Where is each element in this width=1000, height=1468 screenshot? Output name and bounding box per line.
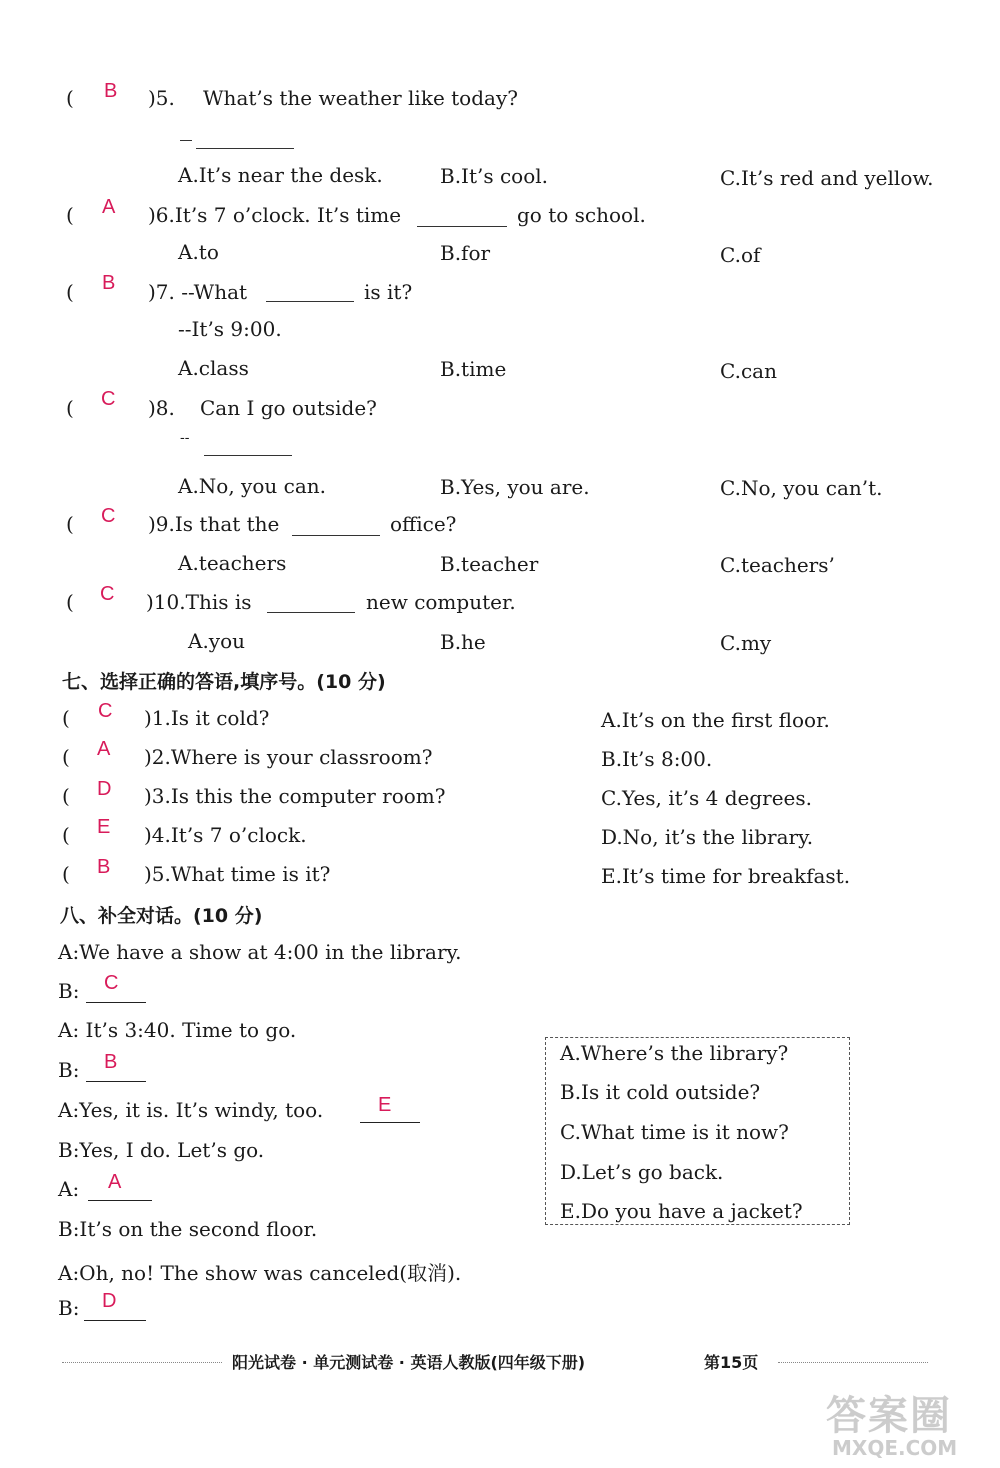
matching-option: E.It’s time for breakfast. (601, 864, 851, 888)
answer-blank (86, 1081, 146, 1082)
option-c: C.can (720, 359, 777, 383)
question-text-after: new computer. (366, 590, 516, 614)
dialogue-line: B:Yes, I do. Let’s go. (58, 1138, 265, 1162)
question-text-after: office? (390, 512, 457, 536)
answer-mark: C (100, 583, 115, 605)
answer-mark: B (104, 1051, 118, 1073)
dialogue-dash (180, 140, 192, 141)
paren-open: ( (66, 280, 74, 304)
question-text: Can I go outside? (200, 396, 377, 420)
question-text-after: is it? (364, 280, 413, 304)
matching-question: )4.It’s 7 o’clock. (144, 823, 307, 847)
footer-rule-left (62, 1362, 222, 1363)
matching-option: C.Yes, it’s 4 degrees. (601, 786, 813, 810)
page-number: 第15页 (704, 1353, 759, 1372)
answer-blank (196, 148, 294, 149)
option-b: B.for (440, 241, 491, 265)
question-text-before: )6.It’s 7 o’clock. It’s time (148, 203, 402, 227)
question-text: What’s the weather like today? (203, 86, 518, 110)
dialogue-speaker: B: (58, 1296, 80, 1320)
answer-mark: B (104, 80, 118, 102)
dialogue-line: A:We have a show at 4:00 in the library. (58, 940, 462, 964)
option-a: A.No, you can. (178, 474, 326, 498)
matching-question: )1.Is it cold? (144, 706, 270, 730)
answer-mark: A (108, 1171, 122, 1193)
answer-mark: B (102, 272, 116, 294)
dialogue-line: A:Yes, it is. It’s windy, too. (58, 1098, 324, 1122)
section-7-heading: 七、选择正确的答语,填序号。(10 分) (62, 671, 386, 693)
answer-mark: A (97, 738, 111, 760)
answer-mark: A (102, 196, 116, 218)
question-number: )8. (148, 396, 175, 420)
answer-blank (84, 1320, 146, 1321)
footer-title: 阳光试卷 · 单元测试卷 · 英语人教版(四年级下册) (232, 1353, 586, 1372)
option-b: B.time (440, 357, 507, 381)
question-text-before: )7. --What (148, 280, 248, 304)
option-c: C.It’s red and yellow. (720, 166, 934, 190)
matching-question: )2.Where is your classroom? (144, 745, 433, 769)
paren-open: ( (66, 590, 74, 614)
paren-open: ( (62, 862, 70, 886)
answer-blank (292, 535, 380, 536)
box-option: D.Let’s go back. (560, 1160, 724, 1184)
box-option: E.Do you have a jacket? (560, 1199, 803, 1223)
answer-mark: C (101, 388, 116, 410)
option-b: B.teacher (440, 552, 539, 576)
option-a: A.to (178, 240, 219, 264)
option-b: B.he (440, 630, 486, 654)
dialogue-dash: -- (180, 430, 190, 446)
question-number: )5. (148, 86, 175, 110)
question-text-before: )10.This is (146, 590, 252, 614)
answer-mark: D (97, 778, 112, 800)
paren-open: ( (62, 784, 70, 808)
dialogue-line: A: It’s 3:40. Time to go. (58, 1018, 297, 1042)
answer-mark: C (101, 505, 116, 527)
answer-mark: D (102, 1290, 117, 1312)
dialogue-speaker: B: (58, 979, 80, 1003)
matching-question: )3.Is this the computer room? (144, 784, 446, 808)
option-a: A.class (178, 356, 249, 380)
dialogue-line: --It’s 9:00. (178, 317, 282, 341)
dialogue-speaker: B: (58, 1058, 80, 1082)
section-8-heading: 八、补全对话。(10 分) (60, 905, 263, 927)
matching-option: B.It’s 8:00. (601, 747, 713, 771)
matching-option: A.It’s on the first floor. (601, 708, 830, 732)
answer-mark: E (97, 816, 111, 838)
question-text-after: go to school. (517, 203, 646, 227)
option-c: C.teachers’ (720, 553, 835, 577)
watermark-logo: 答案圈 (826, 1393, 952, 1439)
option-b: B.Yes, you are. (440, 475, 590, 499)
question-text-before: )9.Is that the (148, 512, 280, 536)
paren-open: ( (62, 745, 70, 769)
answer-mark: E (378, 1094, 392, 1116)
paren-open: ( (66, 512, 74, 536)
option-a: A.teachers (178, 551, 287, 575)
box-option: B.Is it cold outside? (560, 1080, 761, 1104)
dialogue-line: A:Oh, no! The show was canceled(取消). (58, 1261, 462, 1285)
matching-option: D.No, it’s the library. (601, 825, 814, 849)
option-b: B.It’s cool. (440, 164, 549, 188)
paren-open: ( (66, 86, 74, 110)
footer-rule-right (778, 1362, 928, 1363)
paren-open: ( (66, 396, 74, 420)
answer-mark: B (97, 856, 111, 878)
paren-open: ( (66, 203, 74, 227)
dialogue-line: B:It’s on the second floor. (58, 1217, 318, 1241)
watermark-url: MXQE.COM (832, 1436, 958, 1460)
matching-question: )5.What time is it? (144, 862, 331, 886)
answer-blank (88, 1200, 152, 1201)
option-c: C.No, you can’t. (720, 476, 883, 500)
option-a: A.you (188, 629, 246, 653)
option-c: C.my (720, 631, 772, 655)
option-a: A.It’s near the desk. (178, 163, 383, 187)
paren-open: ( (62, 706, 70, 730)
answer-blank (86, 1002, 146, 1003)
answer-mark: C (104, 972, 119, 994)
answer-blank (266, 301, 354, 302)
paren-open: ( (62, 823, 70, 847)
dialogue-speaker: A: (58, 1177, 80, 1201)
answer-blank (417, 226, 507, 227)
answer-blank (204, 455, 292, 456)
option-c: C.of (720, 243, 761, 267)
answer-blank (360, 1122, 420, 1123)
answer-mark: C (98, 700, 113, 722)
box-option: A.Where’s the library? (560, 1041, 789, 1065)
box-option: C.What time is it now? (560, 1120, 789, 1144)
answer-blank (267, 612, 355, 613)
